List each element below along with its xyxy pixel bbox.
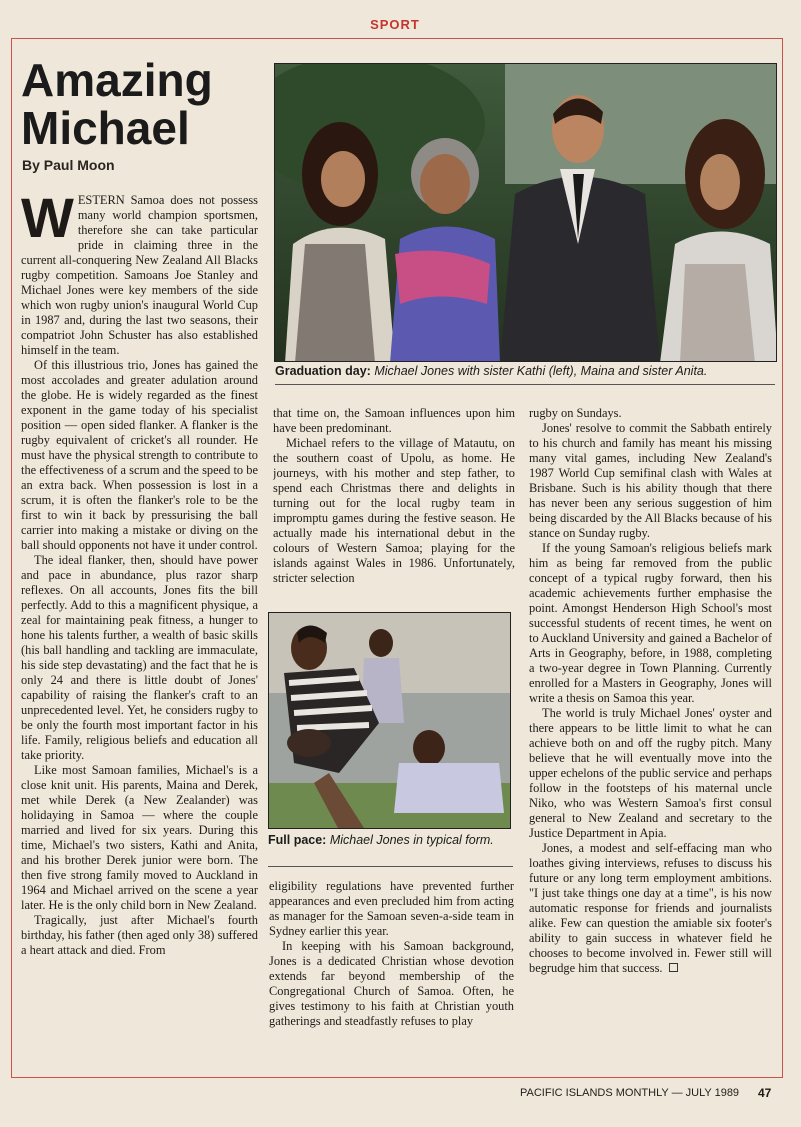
paragraph: Jones, a modest and self-effacing man who loathes giving interviews, refuses to discuss his future or any long term employment ambitions. "I just take things one day at a time", is his now automatic response for friends and journalists alike. Few can question the amiable six footer's ability to gain success in whatever field he chooses to become involved in. Fewer still will begrudge him that success.	[529, 841, 772, 975]
graduation-caption	[275, 364, 775, 379]
paragraph: The ideal flanker, then, should have power and pace in abundance, plus razor sharp reflexes. On all accounts, Jones fits the bill perfectly. Add to this a magnificent physique, a zeal for maintaining peak fitness, a hunger to hone his talents further, a wealth of basic skills (his ball handling and tackling are immaculate, his side step devastating) and the fact that he is only 24 and there is little doubt of Jones' capability of raising the flanker's craft to an unprecedented level. Yet, he considers rugby to be only the fourth most important factor in his life. Family, religious beliefs and education all take priority.	[21, 553, 258, 762]
graduation-photo-image	[275, 64, 777, 362]
section-label: SPORT	[370, 17, 420, 32]
caption-lead: Full pace:	[268, 833, 327, 847]
action-caption	[268, 833, 508, 848]
paragraph: Michael refers to the village of Matautu, on the southern coast of Upolu, as home. He journeys, with his mother and step father, to spend each Christmas there and delights in turning out for the local rugby team in impromptu games during the festive season. He actually made his international debut in the colours of Western Samoa; playing for the islands against Wales in 1986. Unfortunately, stricter selection	[273, 436, 515, 585]
caption-rule	[275, 384, 775, 385]
paragraph: rugby on Sundays.	[529, 406, 622, 420]
paragraph: Jones' resolve to commit the Sabbath entirely to his church and family has meant his missing many vital games, including New Zealand's 1987 World Cup semifinal clash with Wales at Brisbane. Such is his ability though that there has never been any serious suggestion of him being discarded by the All Blacks because of his stance on Sunday rugby.	[529, 421, 772, 540]
column-3	[529, 406, 772, 1066]
paragraph: The world is truly Michael Jones' oyster and there appears to be little limit to what he can achieve both on and off the rugby pitch. Many believe that he will eventually move into the upper echelons of the public service and perhaps follow in the footsteps of his maternal uncle Niko, who was Western Samoa's first consul general to New Zealand and secretary to the Justice Department in Apia.	[529, 706, 772, 840]
caption-rule	[268, 866, 513, 867]
byline: By Paul Moon	[22, 157, 115, 173]
end-of-article-icon	[669, 963, 678, 972]
drop-cap: W	[21, 193, 74, 249]
caption-text: Michael Jones with sister Kathi (left), Maina and sister Anita.	[374, 364, 708, 378]
paragraph: eligibility regulations have prevented further appearances and even precluded him from acting as manager for the Samoan seven-a-side team in Sydney earlier this year.	[269, 879, 514, 938]
footer-publication: PACIFIC ISLANDS MONTHLY — JULY 1989	[520, 1087, 740, 1099]
paragraph: WESTERN Samoa does not possess many world champion sportsmen, therefore she can take particular pride in claiming three in the current all-conquering New Zealand All Blacks rugby competition. Samoans Joe Stanley and Michael Jones were key members of the side which won rugby union's inaugural World Cup in 1987 and, during the last two seasons, their compatriot John Schuster has also established himself in the team.	[21, 193, 258, 357]
rugby-action-photo	[268, 612, 511, 829]
paragraph: In keeping with his Samoan background, Jones is a dedicated Christian whose devotion extends far beyond membership of the Congregational Church of Samoa. Often, he gives testimony to his faith at Christian youth gatherings and steadfastly refuses to play	[269, 939, 514, 1028]
paragraph: that time on, the Samoan influences upon him have been predominant.	[273, 406, 515, 435]
column-1	[21, 193, 258, 1063]
column-2-bottom	[269, 879, 514, 1065]
rugby-action-photo-image	[269, 613, 511, 829]
headline: Amazing Michael	[21, 54, 213, 154]
paragraph: Like most Samoan families, Michael's is a close knit unit. His parents, Maina and Derek, met while Derek (a New Zealander) was holidaying in Samoa — where the couple married and lived for six years. During this time, Michael's two sisters, Kathi and Anita, and his brother Derek junior were born. The then five strong family moved to Auckland in 1964 and Michael arrived on the scene a year later. He is the only child born in New Zealand.	[21, 763, 258, 912]
page-number: 47	[758, 1086, 772, 1100]
column-2-top	[273, 406, 515, 602]
caption-text: Michael Jones in typical form.	[329, 833, 494, 847]
caption-lead: Graduation day:	[275, 364, 371, 378]
graduation-photo	[274, 63, 777, 362]
paragraph: Of this illustrious trio, Jones has gained the most accolades and greater adulation around the globe. He is widely regarded as the finest exponent in the game today of his specialist position — open sided flanker. A flanker is the rugby equivalent of cricket's all rounder. He must have the physical strength to contribute to the effectiveness of a scrum and the speed to be an extra back. When possession is lost in a scrum, it is often the flanker's role to be the first to win it back by pressurising the ball carrier into making a mistake or diving on the ball should opponents not have it under control.	[21, 358, 258, 552]
paragraph: If the young Samoan's religious beliefs mark him as being far removed from the public concept of a typical rugby forward, then his academic achievements further emphasise the point. Amongst Henderson High School's most successful students of recent times, he went on to Auckland University and gained a Bachelor of Arts in Geography, before, in 1988, completing a two-year degree in Town Planning. Currently enrolled for a Masters in Geography, Jones will write a thesis on Samoa this year.	[529, 541, 772, 705]
paragraph: Tragically, just after Michael's fourth birthday, his father (then aged only 38) suffered a heart attack and died. From	[21, 913, 258, 957]
